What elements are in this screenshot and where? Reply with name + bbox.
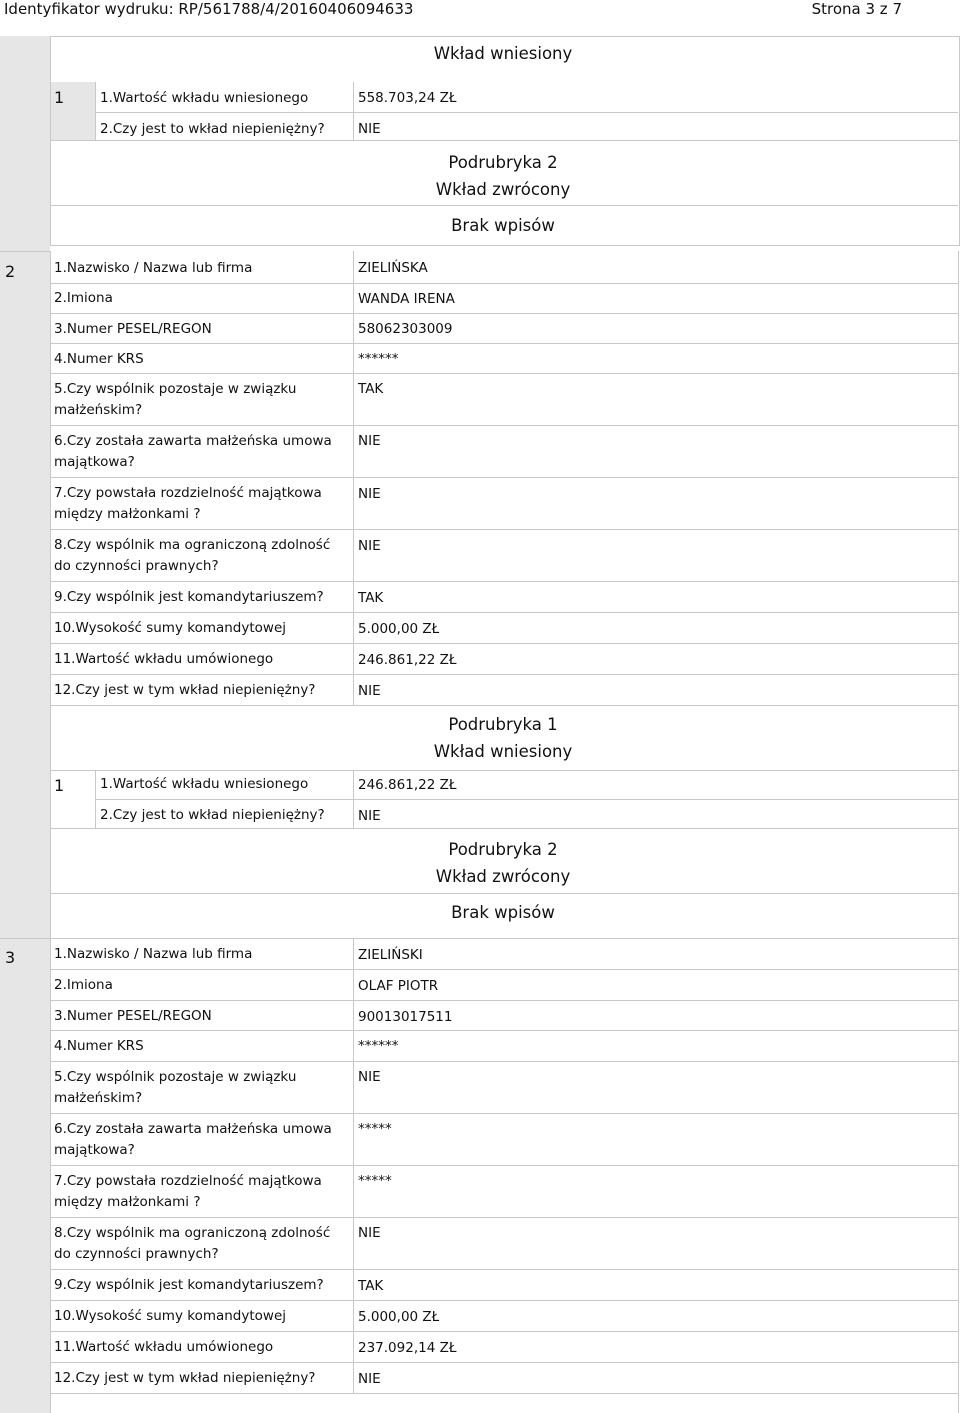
p3-value-1: ZIELIŃSKI	[358, 947, 423, 963]
p3-value-5: NIE	[358, 1069, 381, 1085]
p2-value-5: TAK	[358, 381, 384, 397]
p2-value-4: ******	[358, 351, 399, 367]
p2-label-10: 10.Wysokość sumy komandytowej	[54, 620, 287, 636]
p3-value-11: 237.092,14 ZŁ	[358, 1340, 457, 1356]
p3-value-10: 5.000,00 ZŁ	[358, 1309, 440, 1325]
partner2-number: 2	[5, 262, 16, 281]
p2-value-7: NIE	[358, 486, 381, 502]
p2-label-3: 3.Numer PESEL/REGON	[54, 321, 212, 337]
p3-label-8: 8.Czy wspólnik ma ograniczoną zdolność do czynności prawnych?	[54, 1225, 331, 1262]
p3-value-8: NIE	[358, 1225, 381, 1241]
p2-num-cell	[0, 251, 50, 938]
p2-sub1-title: Podrubryka 1	[448, 715, 558, 734]
p2-label-4: 4.Numer KRS	[54, 351, 144, 367]
p3-value-7: *****	[358, 1173, 392, 1189]
p2-label-11: 11.Wartość wkładu umówionego	[54, 651, 274, 667]
p3-label-10: 10.Wysokość sumy komandytowej	[54, 1308, 287, 1324]
p2-value-12: NIE	[358, 683, 381, 699]
p2-sub2-empty: Brak wpisów	[451, 903, 555, 922]
p2-value-10: 5.000,00 ZŁ	[358, 621, 440, 637]
partner3-number: 3	[5, 948, 16, 967]
p3-num-cell	[0, 938, 50, 1413]
p2-sub2-title: Podrubryka 2	[448, 840, 558, 859]
block1-sub2-empty: Brak wpisów	[451, 216, 555, 235]
p3-label-3: 3.Numer PESEL/REGON	[54, 1008, 212, 1024]
p3-label-11: 11.Wartość wkładu umówionego	[54, 1339, 274, 1355]
p2-label-8: 8.Czy wspólnik ma ograniczoną zdolność do czynności prawnych?	[54, 537, 331, 574]
p3-label-7: 7.Czy powstała rozdzielność majątkowa między małżonkami ?	[54, 1173, 322, 1210]
page-number: Strona 3 z 7	[811, 0, 902, 18]
block1-sub2-title: Podrubryka 2	[448, 153, 558, 172]
p2-sub1-value-2: NIE	[358, 808, 381, 824]
p3-label-5: 5.Czy wspólnik pozostaje w związku małżeńskim?	[54, 1069, 297, 1106]
p2-label-12: 12.Czy jest w tym wkład niepieniężny?	[54, 682, 316, 698]
p3-value-12: NIE	[358, 1371, 381, 1387]
p2-value-11: 246.861,22 ZŁ	[358, 652, 457, 668]
p2-sub1-subtitle: Wkład wniesiony	[433, 742, 573, 761]
p2-label-6: 6.Czy została zawarta małżeńska umowa majątkowa?	[54, 433, 332, 470]
p2-value-2: WANDA IRENA	[358, 291, 455, 307]
block1-row-num: 1	[54, 88, 65, 107]
p3-label-4: 4.Numer KRS	[54, 1038, 144, 1054]
p3-label-2: 2.Imiona	[54, 977, 113, 993]
p2-value-6: NIE	[358, 433, 381, 449]
p2-value-8: NIE	[358, 538, 381, 554]
p3-value-3: 90013017511	[358, 1009, 453, 1025]
p2-sub1-label-1: 1.Wartość wkładu wniesionego	[100, 776, 309, 792]
p2-value-3: 58062303009	[358, 321, 453, 337]
p2-value-9: TAK	[358, 590, 384, 606]
block1-label-1: 1.Wartość wkładu wniesionego	[100, 90, 309, 106]
p2-label-2: 2.Imiona	[54, 290, 113, 306]
p2-sub1-row-num: 1	[54, 776, 65, 795]
p3-label-12: 12.Czy jest w tym wkład niepieniężny?	[54, 1370, 316, 1386]
p2-label-5: 5.Czy wspólnik pozostaje w związku małżeńskim?	[54, 381, 297, 418]
p3-label-6: 6.Czy została zawarta małżeńska umowa majątkowa?	[54, 1121, 332, 1158]
block1-value-1: 558.703,24 ZŁ	[358, 90, 457, 106]
p2-label-1: 1.Nazwisko / Nazwa lub firma	[54, 260, 253, 276]
block1-sub2-subtitle: Wkład zwrócony	[435, 180, 571, 199]
p2-label-9: 9.Czy wspólnik jest komandytariuszem?	[54, 589, 324, 605]
block1-panel	[50, 36, 960, 246]
p2-sub1-value-1: 246.861,22 ZŁ	[358, 777, 457, 793]
print-identifier: Identyfikator wydruku: RP/561788/4/20160406094633	[4, 0, 414, 18]
p3-value-4: ******	[358, 1038, 399, 1054]
p2-sub1-label-2: 2.Czy jest to wkład niepieniężny?	[100, 807, 325, 823]
p3-label-9: 9.Czy wspólnik jest komandytariuszem?	[54, 1277, 324, 1293]
p2-label-7: 7.Czy powstała rozdzielność majątkowa między małżonkami ?	[54, 485, 322, 522]
p2-sub2-subtitle: Wkład zwrócony	[435, 867, 571, 886]
block1-label-2: 2.Czy jest to wkład niepieniężny?	[100, 121, 325, 137]
p3-label-1: 1.Nazwisko / Nazwa lub firma	[54, 946, 253, 962]
p2-value-1: ZIELIŃSKA	[358, 260, 428, 276]
p3-value-2: OLAF PIOTR	[358, 978, 439, 994]
block1-title: Wkład wniesiony	[433, 44, 573, 63]
p3-value-6: *****	[358, 1121, 392, 1137]
p3-value-9: TAK	[358, 1278, 384, 1294]
block1-value-2: NIE	[358, 121, 381, 137]
